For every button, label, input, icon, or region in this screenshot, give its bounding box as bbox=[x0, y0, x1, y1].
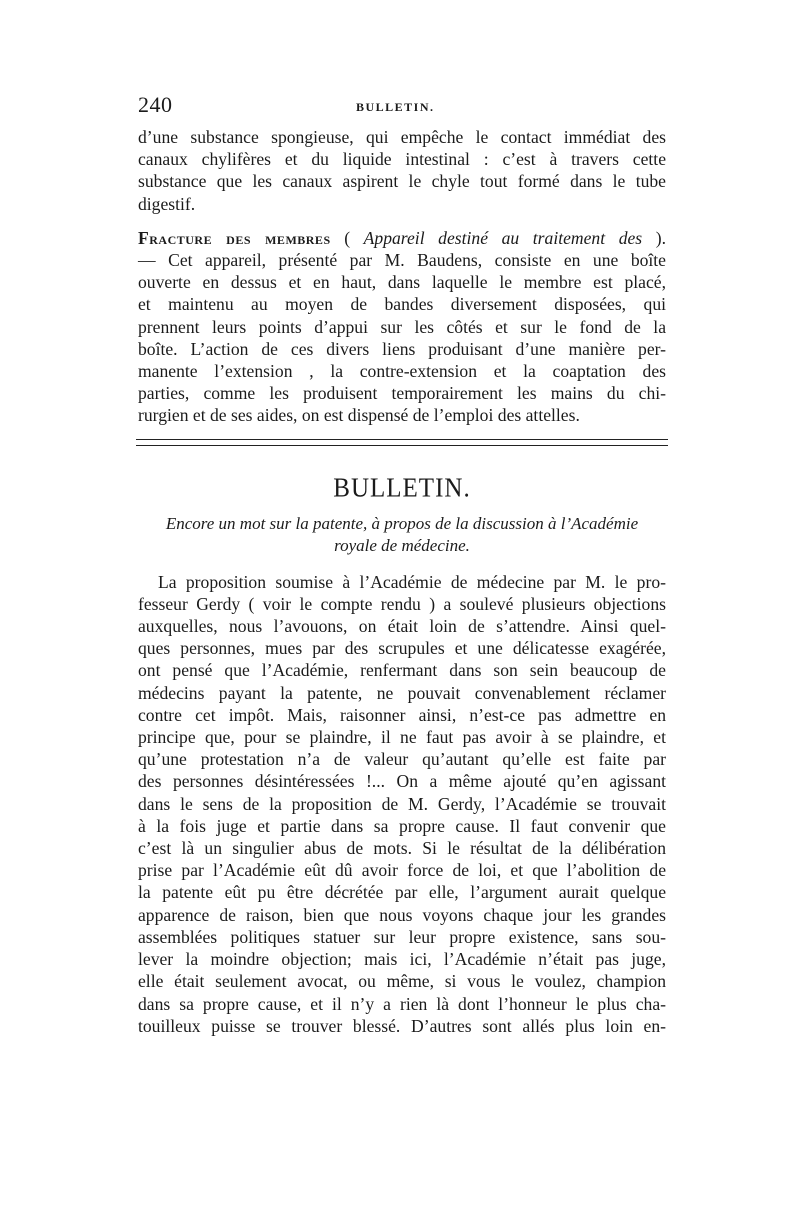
heading-paren-open: ( bbox=[330, 227, 364, 248]
text-line: médecins payant la patente, ne pouvait convenablement réclamer bbox=[138, 682, 666, 703]
page-number: 240 bbox=[138, 92, 173, 117]
divider-rule bbox=[136, 445, 668, 446]
text-line: assemblées politiques statuer sur leur propre existence, sans sou- bbox=[138, 926, 666, 947]
text-line: fesseur Gerdy ( voir le compte rendu ) a soulevé plusieurs objections bbox=[138, 593, 666, 614]
text-line: elle était seulement avocat, ou même, si vous le voulez, champion bbox=[138, 971, 666, 992]
running-head bbox=[138, 92, 666, 126]
text-line: et maintenu au moyen de bandes diversement disposées, qui bbox=[138, 294, 666, 315]
text-line: — Cet appareil, présenté par M. Baudens, consiste en une boîte bbox=[138, 250, 666, 271]
heading-italic: Appareil destiné au traitement des bbox=[363, 227, 643, 248]
heading-paren-close: ). bbox=[642, 227, 667, 248]
text-line: dans le sens de la proposition de M. Gerdy, l’Académie se trouvait bbox=[138, 793, 666, 814]
text-line: parties, comme les produisent temporairement les mains du chi- bbox=[138, 383, 666, 404]
text-line: ouverte en dessus et en haut, dans laquelle le membre est placé, bbox=[138, 272, 666, 293]
text-line: auxquelles, nous l’avouons, on était loin de s’attendre. Ainsi quel- bbox=[138, 616, 666, 637]
heading-line bbox=[138, 227, 666, 249]
text-line: dans sa propre cause, et il n’y a rien là dont l’honneur le plus cha- bbox=[138, 993, 666, 1014]
text-line: La proposition soumise à l’Académie de médecine par M. le pro- bbox=[158, 571, 666, 592]
text-line: d’une substance spongieuse, qui empêche le contact immédiat des bbox=[138, 127, 666, 147]
text-line: ques personnes, mues par des scrupules et une délicatesse exagérée, bbox=[138, 638, 666, 659]
text-line: principe que, pour se plaindre, il ne faut pas avoir à se plaindre, et bbox=[138, 727, 666, 748]
text-line: manente l’extension , la contre-extension et la coaptation des bbox=[138, 361, 666, 382]
text-line: touilleux puisse se trouver blessé. D’autres sont allés plus loin en- bbox=[138, 1015, 666, 1036]
paragraph-continuation bbox=[138, 126, 666, 215]
text-line: substance que les canaux aspirent le chyle tout formé dans le tube bbox=[138, 171, 666, 192]
document-page bbox=[138, 92, 666, 1037]
text-line: contre cet impôt. Mais, raisonner ainsi, n’est-ce pas admettre en bbox=[138, 704, 666, 725]
text-line: boîte. L’action de ces divers liens produisant d’une manière per- bbox=[138, 338, 666, 359]
text-line: c’est là un singulier abus de mots. Si le résultat de la délibération bbox=[138, 838, 666, 859]
text-line: prennent leurs points d’appui sur les côtés et sur le fond de la bbox=[138, 316, 666, 337]
subtitle-line: royale de médecine. bbox=[334, 535, 470, 555]
text-line: apparence de raison, bien que nous voyons chaque jour les grandes bbox=[138, 904, 666, 925]
section-subtitle bbox=[138, 513, 666, 557]
section-divider bbox=[138, 439, 666, 449]
text-line: des personnes désintéressées !... On a même ajouté qu’en agissant bbox=[138, 771, 666, 792]
text-line: canaux chylifères et du liquide intestinal : c’est à travers cette bbox=[138, 149, 666, 170]
paragraph-fracture bbox=[138, 227, 666, 427]
running-title: BULLETIN. bbox=[356, 100, 435, 114]
divider-rule bbox=[136, 439, 668, 440]
text-line: lever la moindre objection; mais ici, l’Académie n’était pas juge, bbox=[138, 949, 666, 970]
text-line: ont pensé que l’Académie, renfermant dans son sein beaucoup de bbox=[138, 660, 666, 681]
subtitle-line: Encore un mot sur la patente, à propos de la discussion à l’Académie bbox=[165, 513, 639, 533]
text-line: digestif. bbox=[138, 193, 196, 214]
section-title: BULLETIN. bbox=[333, 473, 471, 503]
fracture-heading: Fracture des membres bbox=[138, 227, 331, 248]
text-line: à la fois juge et partie dans sa propre cause. Il faut convenir que bbox=[138, 815, 666, 836]
text-line: rurgien et de ses aides, on est dispensé de l’emploi des attelles. bbox=[138, 405, 580, 426]
text-line: prise par l’Académie eût dû avoir force de loi, et que l’abolition de bbox=[138, 860, 666, 881]
paragraph-patente bbox=[138, 571, 666, 1037]
text-line: qu’une protestation n’a de valeur qu’autant qu’elle est faite par bbox=[138, 749, 666, 770]
text-line: la patente eût pu être décrétée par elle, l’argument aurait quelque bbox=[138, 882, 666, 903]
